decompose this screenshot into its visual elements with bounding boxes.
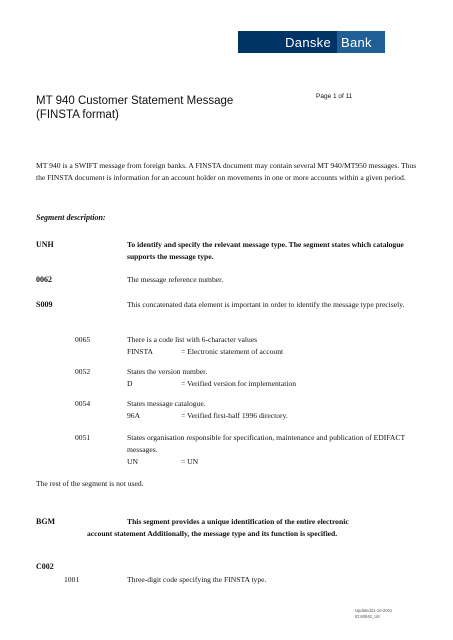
footer-updated: Updated31-10-2001 <box>355 608 393 613</box>
e0052-code: 0052 <box>75 367 91 376</box>
e0062-code: 0062 <box>36 275 52 284</box>
e0054-value: = Verified first-half 1996 directory. <box>181 411 288 420</box>
logo-left-part: Danske <box>238 31 337 53</box>
page-number: Page 1 of 11 <box>316 93 353 100</box>
title-line-2: (FINSTA format) <box>36 109 119 121</box>
s009-description: This concatenated data element is important in order to identify the message type precisely. <box>127 300 405 309</box>
e0054-key: 96A <box>127 411 141 420</box>
e0052-key: D <box>127 379 133 388</box>
e0065-value: = Electronic statement of account <box>181 347 284 356</box>
e0052-value: = Verified version for implementation <box>181 379 297 388</box>
bgm-code: BGM <box>36 517 56 526</box>
document-title <box>36 94 296 122</box>
e0052-line: States the version number. <box>127 367 208 376</box>
e0065-line: There is a code list with 6-character values <box>127 335 258 344</box>
s009-code: S009 <box>36 300 53 309</box>
e0054-line: States message catalogue. <box>127 399 206 408</box>
e1001-code: 1001 <box>64 575 80 584</box>
e0054-code: 0054 <box>75 399 91 408</box>
e0051-line: States organisation responsible for specification, maintenance and publication of EDIFACT messages. <box>127 433 405 454</box>
intro-paragraph: MT 940 is a SWIFT message from foreign banks. A FINSTA document may contain several MT 940/MT950 messages. Thus the FINSTA document is information for an account holder on movements in one or more accounts within a given period. <box>36 161 417 182</box>
bgm-line-2: account statement Additionally, the message type and its function is specified. <box>87 529 338 538</box>
logo-right-part: Bank <box>337 31 385 53</box>
e0065-key: FINSTA <box>127 347 153 356</box>
title-line-1: MT 940 Customer Statement Message <box>36 95 234 107</box>
unh-code: UNH <box>36 240 54 249</box>
footer-id: ID:MI940_UK <box>355 613 381 619</box>
page-footer <box>355 608 392 619</box>
e0051-value: = UN <box>181 457 199 466</box>
e0051-code: 0051 <box>75 433 91 442</box>
e0062-description: The message reference number. <box>127 275 224 284</box>
e0051-key: UN <box>127 457 138 466</box>
segment-heading: Segment description: <box>36 213 106 222</box>
c002-code: C002 <box>36 562 54 571</box>
e0065-code: 0065 <box>75 335 91 344</box>
unh-description: To identify and specify the relevant message type. The segment states which catalogue supports the message type. <box>127 240 404 261</box>
bgm-line-1: This segment provides a unique identification of the entire electronic <box>127 517 349 526</box>
e1001-description: Three-digit code specifying the FINSTA type. <box>127 575 267 584</box>
rest-note: The rest of the segment is not used. <box>36 479 144 488</box>
danske-bank-logo <box>238 31 385 53</box>
